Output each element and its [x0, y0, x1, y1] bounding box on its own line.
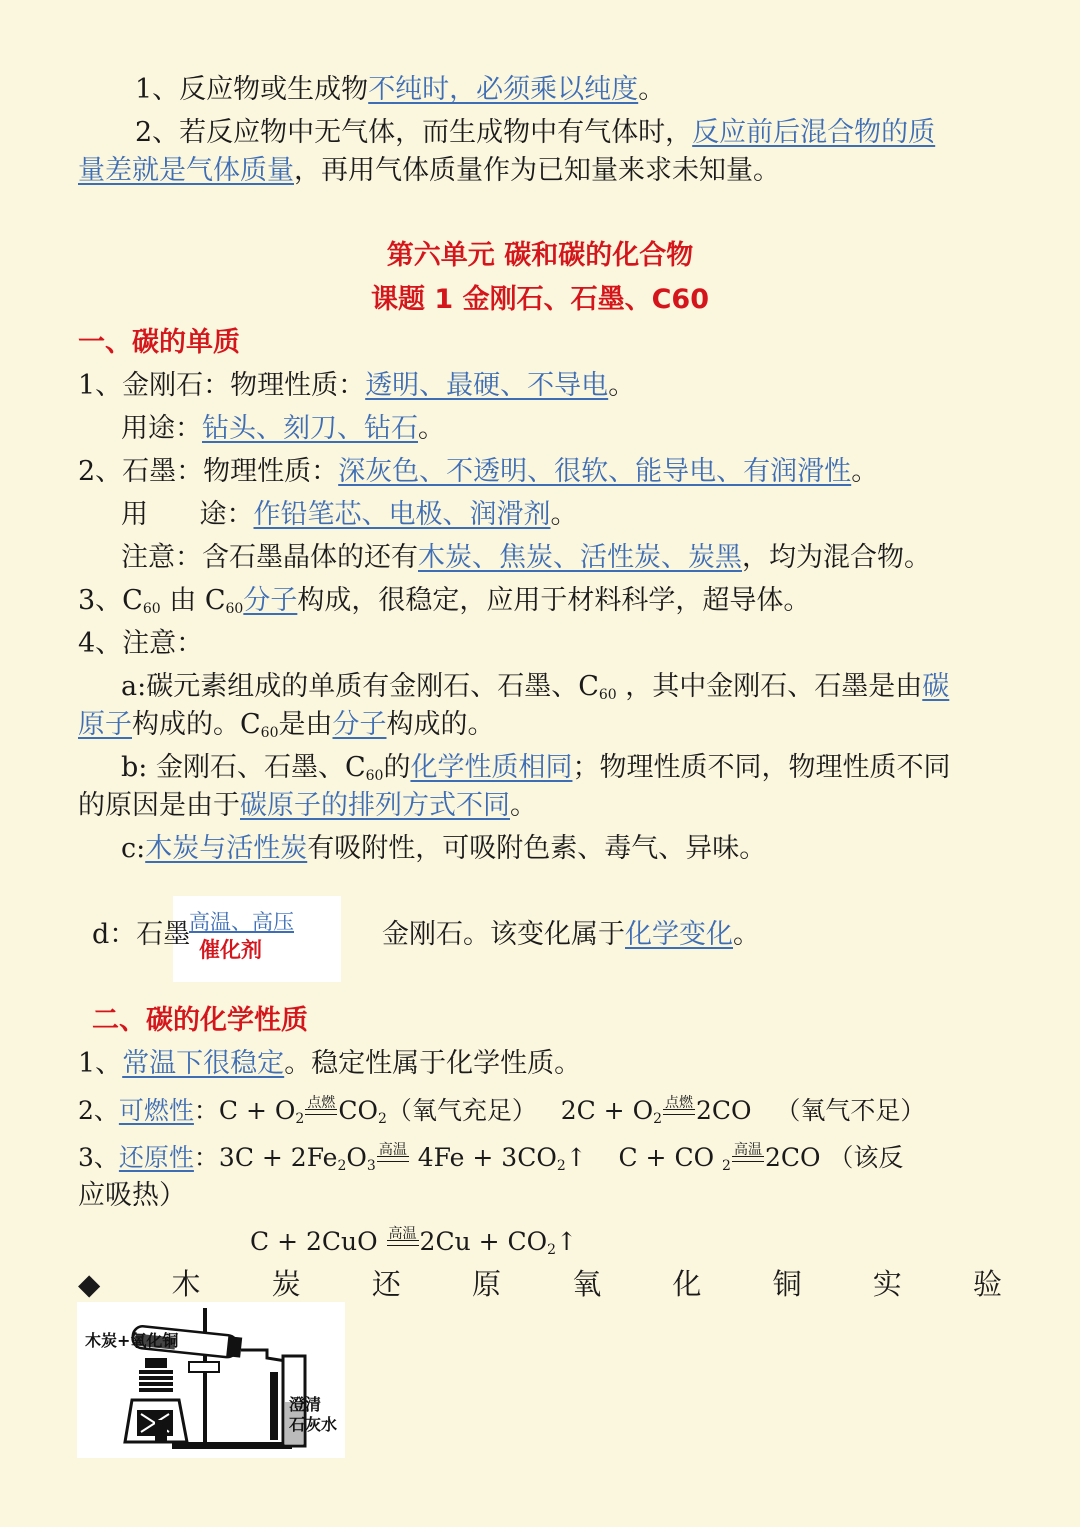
condition-catalyst: 催化剂	[199, 938, 262, 962]
diamond-properties: 1、金刚石：物理性质：透明、最硬、不导电。	[78, 370, 636, 401]
apparatus-figure	[77, 1302, 345, 1458]
answer-underline: 分子	[332, 709, 387, 740]
c60-line: 3、$C_{60}$ 由 $C_{60}$分子构成，很稳定，应用于材料科学，超导体。	[78, 585, 811, 617]
note-b-line-1: b: 金刚石、石墨、$C_{60}$的化学性质相同；物理性质不同，物理性质不同	[121, 752, 951, 784]
graphite-note: 注意：含石墨晶体的还有木炭、焦炭、活性炭、炭黑，均为混合物。	[121, 542, 931, 573]
apparatus-label-limewater-1: 澄清	[289, 1395, 322, 1414]
diamond-bullet-icon: ◆	[78, 1267, 101, 1301]
answer-underline: 原子	[78, 709, 132, 740]
answer-underline: 量差就是气体质量	[78, 155, 294, 186]
answer-underline: 木炭、焦炭、活性炭、炭黑	[418, 542, 742, 573]
reduction-cuo-line: C + 2CuO 高温 $2Cu + CO_2↑$	[250, 1226, 578, 1258]
intro-line-1: 1、反应物或生成物不纯时，必须乘以纯度。	[135, 74, 666, 105]
graphite-properties: 2、石墨：物理性质：深灰色、不透明、很软、能导电、有润滑性。	[78, 456, 879, 487]
answer-underline: 化学变化	[625, 919, 733, 950]
high-temp-condition: 高温	[376, 1142, 410, 1162]
note-b-line-2: 的原因是由于碳原子的排列方式不同。	[78, 790, 537, 821]
ignite-condition: 点燃	[304, 1095, 338, 1115]
answer-underline: 化学性质相同	[410, 752, 573, 783]
answer-underline: 反应前后混合物的质	[692, 117, 936, 148]
graphite-uses: 用 途：作铅笔芯、电极、润滑剂。	[121, 499, 578, 530]
answer-underline: 常温下很稳定	[122, 1048, 285, 1079]
answer-underline: 透明、最硬、不导电	[365, 370, 609, 401]
note-d-start: d：石墨	[92, 919, 191, 950]
note-a-line-1: a:碳元素组成的单质有金刚石、石墨、$C_{60}$ ，其中金刚石、石墨是由碳	[121, 671, 950, 703]
answer-underline: 木炭与活性炭	[145, 833, 308, 864]
experiment-heading: ◆ 木 炭 还 原 氧 化 铜 实 验	[78, 1267, 1002, 1301]
answer-underline: 碳原子的排列方式不同	[240, 790, 510, 821]
intro-line-2: 2、若反应物中无气体，而生成物中有气体时，反应前后混合物的质	[135, 117, 936, 148]
high-temp-condition: 高温	[386, 1226, 420, 1246]
note-d-end: 金刚石。该变化属于化学变化。	[382, 919, 760, 950]
reduction-line: 3、还原性：$3C + 2Fe_2O_3$高温 $4Fe + 3CO_2↑$ C + CO $_2$高温 2CO （该反	[78, 1142, 904, 1174]
answer-underline: 碳	[922, 671, 950, 702]
lesson-title: 课题 1 金刚石、石墨、C60	[371, 284, 709, 315]
combustion-line: 2、可燃性：$C + O_2$点燃 $CO_2$（氧气充足） $2C + O_2$点燃 2CO （氧气不足）	[78, 1095, 926, 1127]
note-a-line-2: 原子构成的。$C_{60}$是由分子构成的。	[78, 709, 495, 741]
high-temp-condition: 高温	[731, 1142, 765, 1162]
answer-underline: 不纯时，必须乘以纯度	[368, 74, 639, 105]
section-heading-1: 一、碳的单质	[78, 327, 240, 358]
section-heading-2: 二、碳的化学性质	[92, 1005, 308, 1036]
ignite-condition: 点燃	[662, 1095, 696, 1115]
intro-line-3: 量差就是气体质量，再用气体质量作为已知量来求未知量。	[78, 155, 780, 186]
reaction-condition-box	[173, 896, 341, 982]
reduction-line-2: 应吸热）	[78, 1180, 186, 1211]
answer-underline: 还原性	[118, 1143, 194, 1172]
diamond-uses: 用途：钻头、刻刀、钻石。	[121, 413, 445, 444]
answer-underline: 作铅笔芯、电极、润滑剂	[253, 499, 551, 530]
answer-underline: 可燃性	[118, 1096, 194, 1125]
note-c: c:木炭与活性炭有吸附性，可吸附色素、毒气、异味。	[121, 833, 767, 864]
condition-high-temp-pressure: 高温、高压	[189, 910, 294, 934]
answer-underline: 深灰色、不透明、很软、能导电、有润滑性	[338, 456, 852, 487]
unit-title: 第六单元 碳和碳的化合物	[386, 240, 694, 271]
note-4: 4、注意：	[78, 628, 204, 659]
apparatus-label-reactants: 木炭+氧化铜	[85, 1331, 179, 1350]
apparatus-label-limewater-2: 石灰水	[289, 1415, 338, 1434]
stability-line: 1、常温下很稳定。稳定性属于化学性质。	[78, 1048, 582, 1079]
answer-underline: 钻头、刻刀、钻石	[202, 413, 418, 444]
answer-underline: 分子	[243, 585, 298, 616]
